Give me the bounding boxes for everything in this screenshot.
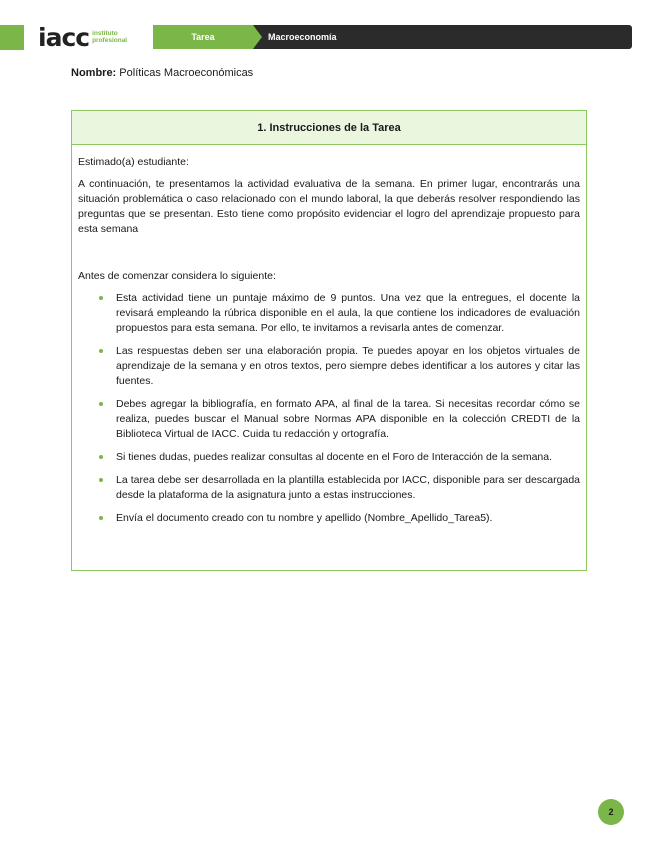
list-item-text: Esta actividad tiene un puntaje máximo de 9 puntos. Una vez que la entregues, el docente la revisará empleando la rúbrica disponible en el aula, la que contiene los indicadores de evaluación propuestos para esta semana. Por ello, te invitamos a revisarla antes de comenzar. [116,292,580,334]
bullet-icon [99,455,103,459]
logo-sub-line2: profesional [92,37,128,44]
intro-paragraph: A continuación, te presentamos la actividad evaluativa de la semana. En primer lugar, encontrarás una situación problemática o caso relacionado con el mundo laboral, la que deberás resolver respondiendo las preguntas que se presentan. Esto tiene como propósito evidenciar el logro del aprendizaje propuesto para esta semana [78,178,580,235]
name-value: Políticas Macroeconómicas [119,67,254,79]
bullet-icon [99,296,103,300]
logo-sub-line1: instituto [92,30,118,37]
list-item-text: La tarea debe ser desarrollada en la plantilla establecida por IACC, disponible para ser descargada desde la plataforma de la asignatura junto a estas instrucciones. [116,474,580,501]
logo-main-text: iacc [38,22,90,52]
before-start-text: Antes de comenzar considera lo siguiente: [78,270,276,282]
bullet-icon [99,478,103,482]
list-item-text: Envía el documento creado con tu nombre y apellido (Nombre_Apellido_Tarea5). [116,512,493,524]
list-item [78,473,580,503]
iacc-logo [38,22,127,52]
bullet-icon [99,349,103,353]
page-number: 2 [598,799,624,825]
bullet-icon [99,516,103,520]
list-item [78,450,580,465]
list-item [78,397,580,442]
instructions-title: 1. Instrucciones de la Tarea [72,111,586,145]
list-item-text: Las respuestas deben ser una elaboración propia. Te puedes apoyar en los objetos virtuales de aprendizaje de la semana y en otros textos, pero siempre debes identificar a los autores y citar las fuentes. [116,345,580,387]
instructions-box [71,110,587,571]
greeting: Estimado(a) estudiante: [78,156,189,168]
logo-subtitle [92,30,127,44]
list-item [78,511,580,526]
list-item-text: Debes agregar la bibliografía, en formato APA, al final de la tarea. Si necesitas recordar cómo se realiza, puedes buscar el Manual sobre Normas APA disponible en la colección CREDTI de la Biblioteca Virtual de IACC. Cuida tu redacción y ortografía. [116,398,580,440]
brand-square [0,25,24,50]
document-name [71,67,253,79]
rules-list [78,291,580,526]
list-item-text: Si tienes dudas, puedes realizar consultas al docente en el Foro de Interacción de la semana. [116,451,553,463]
list-item [78,344,580,389]
list-item [78,291,580,336]
instructions-body [72,145,586,526]
subject-title: Macroeconomía [268,32,337,42]
tab-arrow [253,25,262,49]
page-header [0,22,655,52]
name-label: Nombre: [71,67,117,79]
bullet-icon [99,402,103,406]
tab-tarea: Tarea [153,25,253,49]
